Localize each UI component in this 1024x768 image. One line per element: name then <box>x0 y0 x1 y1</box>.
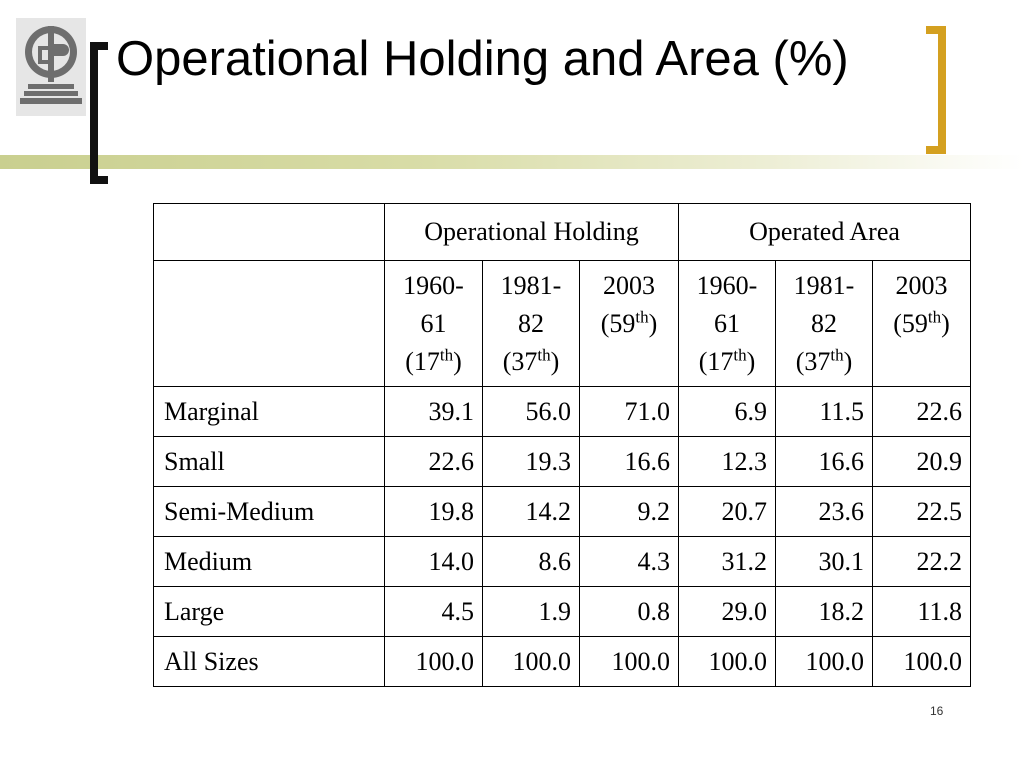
table-cell: 4.5 <box>385 587 483 637</box>
ordinal-suffix: th <box>927 307 942 327</box>
title-band <box>0 155 1024 169</box>
row-label: Semi-Medium <box>154 487 385 537</box>
table-cell: 18.2 <box>776 587 873 637</box>
table-period-header-row <box>154 261 971 387</box>
period-round: (17 <box>405 347 440 376</box>
ordinal-suffix: th <box>537 345 551 365</box>
left-bracket-decoration <box>90 42 108 184</box>
right-bracket-decoration <box>926 26 946 154</box>
row-label: Marginal <box>154 387 385 437</box>
period-years: 1960- <box>696 271 758 300</box>
period-round: (37 <box>502 347 538 376</box>
table-group-header-row <box>154 204 971 261</box>
data-table <box>153 203 971 687</box>
period-close: ) <box>941 309 950 338</box>
period-years: 1981- <box>500 271 562 300</box>
table-row <box>154 437 971 487</box>
period-close: ) <box>453 347 462 376</box>
table-cell: 20.7 <box>679 487 776 537</box>
period-round: (37 <box>795 347 831 376</box>
institute-logo-icon <box>16 18 86 116</box>
empty-corner-cell <box>154 204 385 261</box>
table-cell: 100.0 <box>385 637 483 687</box>
period-round: (59 <box>893 309 928 338</box>
period-close: ) <box>648 309 658 338</box>
table-row <box>154 387 971 437</box>
table-cell: 100.0 <box>483 637 580 687</box>
table-cell: 19.3 <box>483 437 580 487</box>
table-cell: 22.6 <box>873 387 971 437</box>
row-label: Small <box>154 437 385 487</box>
group-header-operated-area: Operated Area <box>679 204 971 261</box>
row-label: Large <box>154 587 385 637</box>
table-cell: 14.2 <box>483 487 580 537</box>
period-header <box>385 261 483 387</box>
table-cell: 39.1 <box>385 387 483 437</box>
ordinal-suffix: th <box>733 345 747 365</box>
table-cell: 100.0 <box>776 637 873 687</box>
table-cell: 11.5 <box>776 387 873 437</box>
table-cell: 14.0 <box>385 537 483 587</box>
table-cell: 4.3 <box>580 537 679 587</box>
period-years: 1981- <box>793 271 855 300</box>
table-row <box>154 587 971 637</box>
period-header <box>483 261 580 387</box>
period-years: 1960- <box>403 271 464 300</box>
period-years: 61 <box>714 309 740 338</box>
table-row <box>154 637 971 687</box>
table-cell: 16.6 <box>776 437 873 487</box>
row-label: All Sizes <box>154 637 385 687</box>
table-cell: 22.5 <box>873 487 971 537</box>
table-cell: 100.0 <box>580 637 679 687</box>
table-row <box>154 487 971 537</box>
row-label: Medium <box>154 537 385 587</box>
table-cell: 19.8 <box>385 487 483 537</box>
ordinal-suffix: th <box>830 345 844 365</box>
table-cell: 16.6 <box>580 437 679 487</box>
period-close: ) <box>746 347 756 376</box>
table-cell: 8.6 <box>483 537 580 587</box>
slide-number: 16 <box>930 704 944 718</box>
period-years: 82 <box>811 309 837 338</box>
table-cell: 11.8 <box>873 587 971 637</box>
table-cell: 20.9 <box>873 437 971 487</box>
ordinal-suffix: th <box>439 345 454 365</box>
ordinal-suffix: th <box>635 307 649 327</box>
page-title: Operational Holding and Area (%) <box>116 32 849 86</box>
period-years: 61 <box>420 309 447 338</box>
group-header-operational-holding: Operational Holding <box>385 204 679 261</box>
table-cell: 9.2 <box>580 487 679 537</box>
period-close: ) <box>843 347 853 376</box>
table-cell: 100.0 <box>873 637 971 687</box>
table-cell: 23.6 <box>776 487 873 537</box>
period-header <box>776 261 873 387</box>
period-round: (59 <box>600 309 636 338</box>
period-years: 2003 <box>895 271 948 300</box>
table-row <box>154 537 971 587</box>
table-cell: 29.0 <box>679 587 776 637</box>
period-header <box>580 261 679 387</box>
table-cell: 30.1 <box>776 537 873 587</box>
table-cell: 100.0 <box>679 637 776 687</box>
period-years: 82 <box>518 309 544 338</box>
empty-corner-cell <box>154 261 385 387</box>
period-years: 2003 <box>603 271 655 300</box>
period-round: (17 <box>698 347 734 376</box>
table-cell: 31.2 <box>679 537 776 587</box>
table-cell: 56.0 <box>483 387 580 437</box>
table-cell: 71.0 <box>580 387 679 437</box>
period-close: ) <box>550 347 560 376</box>
table-cell: 1.9 <box>483 587 580 637</box>
table-cell: 22.2 <box>873 537 971 587</box>
table-cell: 12.3 <box>679 437 776 487</box>
table-cell: 22.6 <box>385 437 483 487</box>
period-header <box>873 261 971 387</box>
period-header <box>679 261 776 387</box>
table-cell: 6.9 <box>679 387 776 437</box>
table-cell: 0.8 <box>580 587 679 637</box>
